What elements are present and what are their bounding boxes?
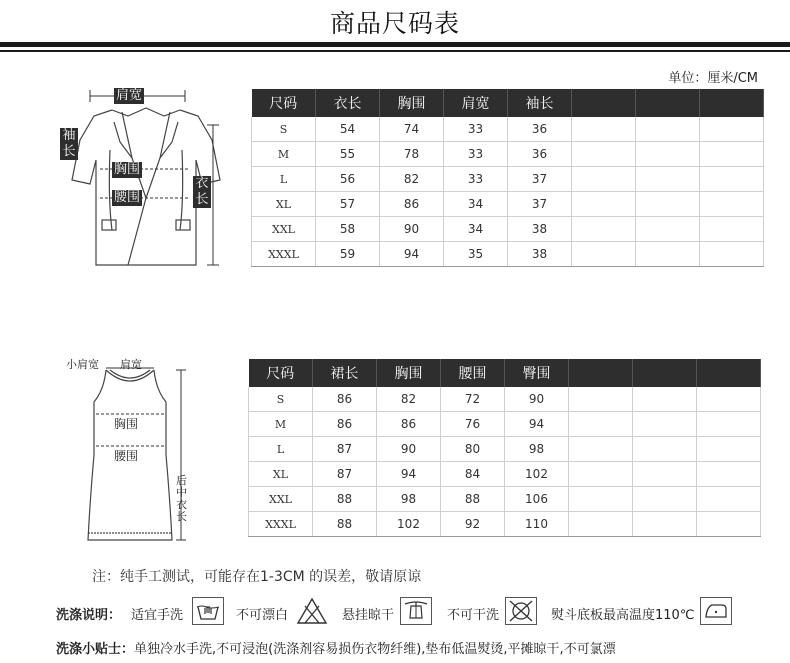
header-cell: 肩宽 [444, 89, 508, 117]
table-cell [697, 462, 761, 487]
care-item-hang-dry-text: 悬挂晾干 [342, 608, 395, 623]
table-cell [697, 437, 761, 462]
tips-text: 单独冷水手洗,不可浸泡(洗涤剂容易损伤衣物纤维),垫布低温熨烫,平摊晾干,不可氯漂 [134, 642, 616, 657]
table-cell: 35 [444, 242, 508, 267]
size-cell: XL [249, 462, 313, 487]
table-cell [572, 242, 636, 267]
dress-chest-label: 胸围 [114, 417, 139, 431]
table-cell: 82 [377, 387, 441, 412]
measurement-note: 注：纯手工测试，可能存在1-3CM 的误差，敬请原谅 [92, 569, 422, 585]
table-row [252, 242, 764, 267]
table-cell [697, 412, 761, 437]
no-dry-clean-icon [505, 597, 537, 625]
table-row [249, 437, 761, 462]
table-cell [569, 462, 633, 487]
table-cell: 38 [508, 217, 572, 242]
header-cell: 袖长 [508, 89, 572, 117]
table-row [252, 117, 764, 142]
jacket-chest-label: 胸围 [114, 162, 141, 177]
table-cell: 38 [508, 242, 572, 267]
title-rule-thick [0, 42, 790, 47]
size-cell: XL [252, 192, 316, 217]
table-cell [633, 487, 697, 512]
table-cell [697, 487, 761, 512]
hand-wash-icon [192, 597, 224, 625]
table-cell [572, 167, 636, 192]
table-cell: 98 [377, 487, 441, 512]
table-cell: 56 [316, 167, 380, 192]
table-cell [572, 192, 636, 217]
header-cell [700, 89, 764, 117]
top-size-table [251, 89, 764, 267]
care-item-hand-wash-text: 适宜手洗 [131, 608, 184, 623]
table-cell [572, 142, 636, 167]
hang-dry-icon [400, 597, 432, 625]
table-cell: 37 [508, 167, 572, 192]
table-cell [569, 437, 633, 462]
size-cell: M [252, 142, 316, 167]
table-cell: 36 [508, 142, 572, 167]
care-label: 洗涤说明： [56, 608, 122, 623]
table-cell [572, 217, 636, 242]
header-cell: 腰围 [441, 359, 505, 387]
care-item-iron-text: 熨斗底板最高温度110℃ [551, 608, 695, 623]
table-cell: 76 [441, 412, 505, 437]
table-cell: 84 [441, 462, 505, 487]
header-cell: 衣长 [316, 89, 380, 117]
table-row [252, 167, 764, 192]
table-cell [700, 167, 764, 192]
table-row [249, 487, 761, 512]
table-row [252, 192, 764, 217]
table-cell: 98 [505, 437, 569, 462]
bottom-size-table [248, 359, 761, 537]
table-cell [636, 167, 700, 192]
table-cell: 80 [441, 437, 505, 462]
top-table-header-row [252, 89, 764, 117]
table-cell: 102 [505, 462, 569, 487]
jacket-sleeve-label: 袖长 [60, 128, 78, 160]
care-item-no-dry-clean-text: 不可干洗 [447, 608, 500, 623]
table-cell [569, 512, 633, 537]
header-cell: 尺码 [252, 89, 316, 117]
table-cell: 78 [380, 142, 444, 167]
table-cell: 57 [316, 192, 380, 217]
header-cell: 胸围 [380, 89, 444, 117]
header-cell [572, 89, 636, 117]
table-cell: 90 [377, 437, 441, 462]
table-cell [569, 387, 633, 412]
table-cell: 110 [505, 512, 569, 537]
size-cell: S [252, 117, 316, 142]
table-row [249, 512, 761, 537]
header-cell: 尺码 [249, 359, 313, 387]
jacket-shoulder-label: 肩宽 [116, 88, 143, 103]
table-cell: 102 [377, 512, 441, 537]
table-cell [636, 242, 700, 267]
bottom-table-header-row [249, 359, 761, 387]
table-row [252, 142, 764, 167]
table-cell [633, 462, 697, 487]
size-cell: XXXL [249, 512, 313, 537]
iron-icon [700, 597, 732, 625]
table-row [249, 462, 761, 487]
table-cell [700, 192, 764, 217]
table-cell: 86 [313, 387, 377, 412]
table-cell: 88 [441, 487, 505, 512]
table-cell: 58 [316, 217, 380, 242]
table-cell [700, 117, 764, 142]
table-cell [700, 142, 764, 167]
table-cell [697, 387, 761, 412]
header-cell: 臀围 [505, 359, 569, 387]
dress-waist-label: 腰围 [114, 449, 139, 463]
table-cell [569, 487, 633, 512]
size-cell: XXXL [252, 242, 316, 267]
table-cell: 106 [505, 487, 569, 512]
table-cell: 54 [316, 117, 380, 142]
page-title: 商品尺码表 [329, 9, 460, 38]
table-cell [700, 242, 764, 267]
header-cell [697, 359, 761, 387]
table-cell: 59 [316, 242, 380, 267]
header-cell: 裙长 [313, 359, 377, 387]
table-cell: 92 [441, 512, 505, 537]
table-cell [636, 117, 700, 142]
table-cell: 34 [444, 217, 508, 242]
size-cell: M [249, 412, 313, 437]
table-cell: 36 [508, 117, 572, 142]
unit-label: 单位：厘米/CM [668, 71, 758, 86]
size-cell: S [249, 387, 313, 412]
header-cell [633, 359, 697, 387]
table-cell: 88 [313, 487, 377, 512]
jacket-waist-label: 腰围 [114, 190, 141, 205]
table-cell: 86 [313, 412, 377, 437]
care-item-no-bleach-text: 不可漂白 [236, 608, 289, 623]
table-cell: 33 [444, 167, 508, 192]
table-cell: 88 [313, 512, 377, 537]
dress-back-length-label: 后中衣长 [176, 474, 187, 523]
table-row [252, 217, 764, 242]
table-cell: 33 [444, 142, 508, 167]
table-cell: 90 [505, 387, 569, 412]
table-cell: 74 [380, 117, 444, 142]
table-cell [636, 192, 700, 217]
header-cell: 胸围 [377, 359, 441, 387]
size-cell: L [252, 167, 316, 192]
table-cell [700, 217, 764, 242]
table-cell [636, 142, 700, 167]
table-cell: 37 [508, 192, 572, 217]
table-cell [633, 512, 697, 537]
table-cell: 94 [377, 462, 441, 487]
table-cell: 55 [316, 142, 380, 167]
header-cell [636, 89, 700, 117]
header-cell [569, 359, 633, 387]
table-cell [633, 412, 697, 437]
table-cell [572, 117, 636, 142]
table-cell [633, 437, 697, 462]
no-bleach-icon [296, 597, 328, 625]
table-row [249, 412, 761, 437]
tips-label: 洗涤小贴士： [56, 642, 135, 657]
size-cell: XXL [252, 217, 316, 242]
jacket-length-label: 衣长 [193, 176, 211, 208]
table-cell: 86 [380, 192, 444, 217]
table-row [249, 387, 761, 412]
table-cell [569, 412, 633, 437]
title-rule-thin [0, 50, 790, 52]
table-cell: 87 [313, 462, 377, 487]
dress-small-shoulder-label: 小肩宽 [66, 358, 99, 371]
table-cell: 86 [377, 412, 441, 437]
table-cell: 33 [444, 117, 508, 142]
table-cell: 94 [380, 242, 444, 267]
table-cell: 82 [380, 167, 444, 192]
table-cell [636, 217, 700, 242]
table-cell: 34 [444, 192, 508, 217]
table-cell [633, 387, 697, 412]
care-tips-row [56, 638, 616, 657]
table-cell: 90 [380, 217, 444, 242]
table-cell: 94 [505, 412, 569, 437]
table-cell [697, 512, 761, 537]
size-cell: L [249, 437, 313, 462]
dress-shoulder-label: 肩宽 [120, 358, 142, 371]
size-cell: XXL [249, 487, 313, 512]
table-cell: 72 [441, 387, 505, 412]
table-cell: 87 [313, 437, 377, 462]
care-instructions-row [56, 604, 121, 623]
